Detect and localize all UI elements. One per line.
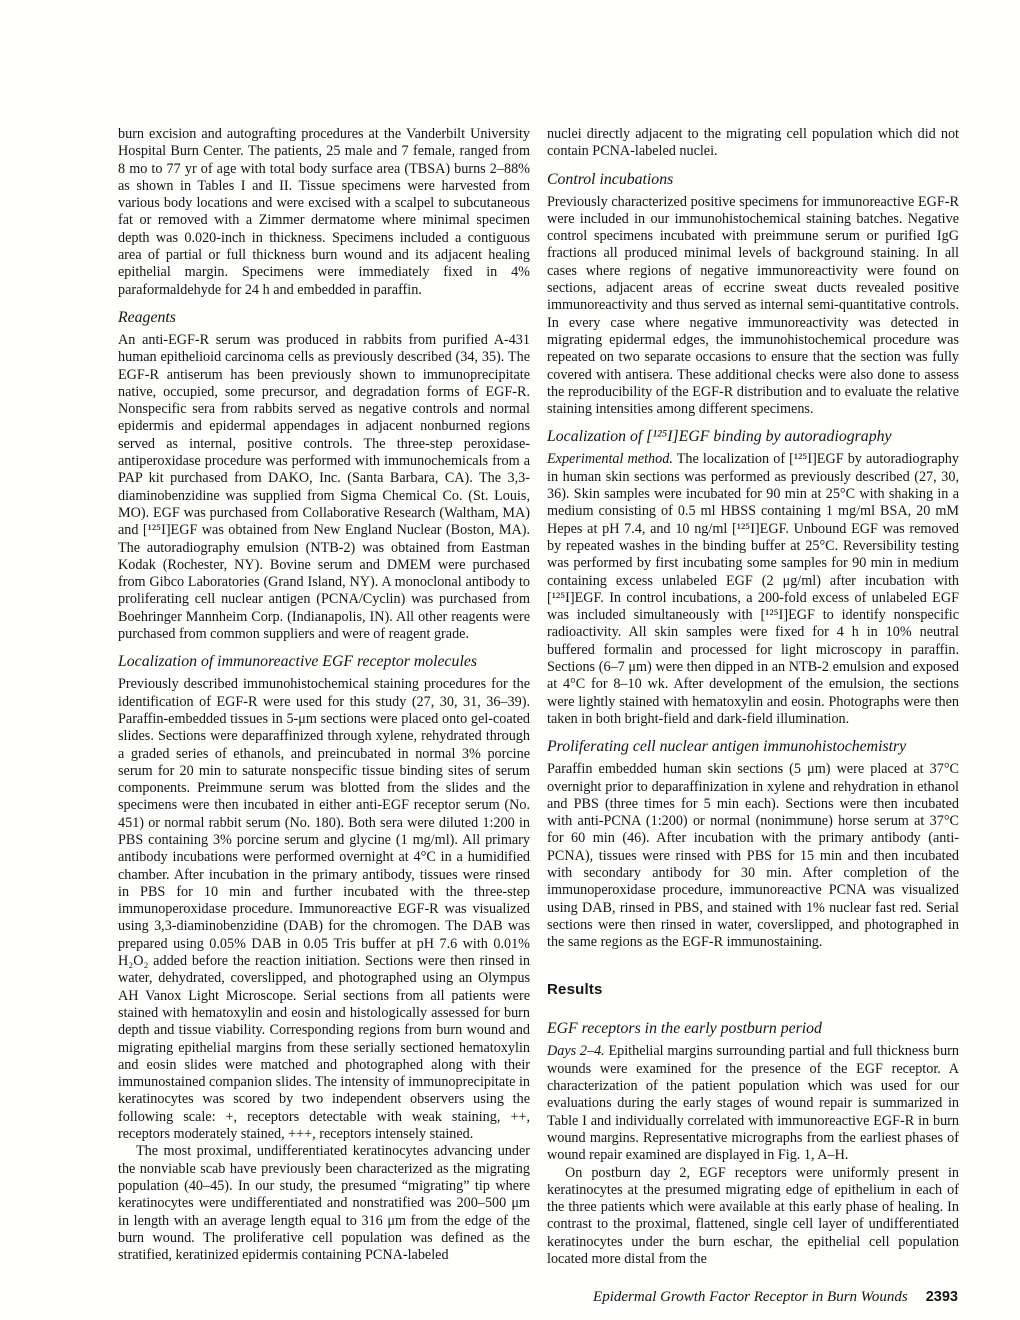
paragraph-egf-binding bbox=[547, 451, 959, 728]
section-heading-results: Results bbox=[547, 981, 603, 999]
paragraph-methods-continued: burn excision and autografting procedures at the Vanderbilt University Hospital Burn Center. The patients, 25 male and 7 female, ranged from 8 mo to 77 yr of age with total body surface area (TBSA) burns 2–88% as shown in Tables I and II. Tissue specimens were harvested from various body locations and were excised with a scalpel to subcutaneous fat or removed with a Zimmer dermatome where minimal specimen depth was 0.020-inch in thickness. Specimens included a contiguous area of partial or full thickness burn wound and its adjacent healing epithelial margin. Specimens were immediately fixed in 4% paraformaldehyde for 24 h and embedded in paraffin. bbox=[118, 126, 530, 298]
page-footer bbox=[118, 1288, 958, 1306]
paragraph-postburn-day-2: On postburn day 2, EGF receptors were uniformly present in keratinocytes at the presumed migrating edge of epithelium in each of the three patients which were available at this early phase of healing. In contrast to the proximal, flattened, single cell layer of undifferentiated keratinocytes under the burn eschar, the epithelial cell population located more distal from the bbox=[547, 1164, 959, 1268]
paragraph-days-2-4 bbox=[547, 1043, 959, 1164]
paragraph-control-incubations: Previously characterized positive specimens for immunoreactive EGF-R were included in our immunohistochemical staining batches. Negative control specimens incubated with preimmune serum or purified IgG fractions all produced minimal levels of background staining. In all cases where regions of negative immunoreactivity were found on sections, adjacent areas of eccrine sweat ducts revealed positive immunoreactivity and thus served as internal semi-quantitative controls. In every case where negative immunoreactivity was detected in migrating epidermal edges, the immunohistochemical procedure was repeated on two separate occasions to ensure that the section was fully covered with antisera. These additional checks were also done to assess the reproducibility of the EGF-R distribution and to evaluate the relative staining intensities among different specimens. bbox=[547, 193, 959, 418]
paragraph-egfr-localization: Previously described immunohistochemical staining procedures for the identification of EGF-R were used for this study (27, 30, 31, 36–39). Paraffin-embedded tissues in 5-μm sections were placed onto gel-coated slides. Sections were deparaffinized through xylene, rehydrated through a graded series of ethanols, and preincubated in normal 3% porcine serum for 20 min to saturate nonspecific tissue binding sites of serum components. Preimmune serum was blotted from the slides and the specimens were then incubated in either anti-EGF receptor serum (No. 451) or normal rabbit serum (No. 180). Both sera were diluted 1:200 in PBS containing 3% porcine serum and glycine (1 mg/ml). All primary antibody incubations were performed overnight at 4°C in a humidified chamber. After incubation in the primary antibody, tissues were rinsed in PBS for 10 min and further incubated with the three-step immunoperoxidase procedure. Immunoreactive EGF-R was visualized using 3,3-diaminobenzidine (DAB) for the chromogen. The DAB was prepared using 0.05% DAB in 0.05 Tris buffer at pH 7.6 with 0.01% H₂O₂ added before the reaction initiation. Sections were then rinsed in water, dehydrated, coverslipped, and photographed using an Olympus AH Vanox Light Microscope. Serial sections from all patients were stained with hematoxylin and eosin and histologically assessed for burn depth and tissue viability. Corresponding regions from burn wound and migrating epithelial margins from these serially sectioned hematoxylin and eosin slides were matched and photographed along with their immunostained companion slides. The intensity of immunoprecipitate in keratinocytes was scored by two independent observers using the following scale: +, receptors detectable with weak staining, ++, receptors moderately stained, +++, receptors intensely stained. bbox=[118, 676, 530, 1143]
paragraph-days-2-4-text: Epithelial margins surrounding partial and full thickness burn wounds were examined for the presence of the EGF receptor. A characterization of the patient population which was used for our evaluations during the early stages of wound repair is summarized in Table I and individually correlated with immunoreactive EGF-R in burn wound margins. Representative micrographs from the earliest phases of wound repair examined are displayed in Fig. 1, A–H. bbox=[547, 1043, 959, 1164]
paragraph-pcna-continued: nuclei directly adjacent to the migrating cell population which did not contain PCNA-labeled nuclei. bbox=[547, 126, 959, 160]
right-column bbox=[547, 126, 959, 1268]
section-heading-egfr-localization: Localization of immunoreactive EGF receptor molecules bbox=[118, 653, 478, 671]
paragraph-reagents: An anti-EGF-R serum was produced in rabbits from purified A-431 human epithelioid carcinoma cells as previously described (34, 35). The EGF-R antiserum has been previously shown to immunoprecipitate native, occupied, some precursor, and degradation forms of EGF-R. Nonspecific sera from rabbits served as negative controls and normal epidermis and epidermal appendages in adjacent nonburned regions served as internal, positive controls. The three-step peroxidase-antiperoxidase procedure was performed with immunochemicals from a PAP kit purchased from DAKO, Inc. (Santa Barbara, CA). The 3,3-diaminobenzidine was supplied from Sigma Chemical Co. (St. Louis, MO). EGF was purchased from Collaborative Research (Waltham, MA) and [¹²⁵I]EGF was obtained from New England Nuclear (Boston, MA). The autoradiography emulsion (NTB-2) was obtained from Eastman Kodak (Rochester, NY). Bovine serum and DMEM were purchased from Gibco Laboratories (Grand Island, NY). A monoclonal antibody to proliferating cell nuclear antigen (PCNA/Cyclin) was purchased from Boehringer Mannheim Corp. (Indianapolis, IN). All other reagents were purchased from common suppliers and were of reagent grade. bbox=[118, 331, 530, 643]
section-heading-egf-binding: Localization of [¹²⁵I]EGF binding by autoradiography bbox=[547, 428, 892, 446]
paragraph-pcna-immunohistochemistry: Paraffin embedded human skin sections (5 μm) were placed at 37°C overnight prior to deparaffinization in xylene and rehydration in ethanol and PBS (three times for 5 min each). Sections were then incubated with anti-PCNA (1:200) or normal (nonimmune) horse serum at 37°C for 60 min (46). After incubation with the primary antibody (anti-PCNA), tissues were rinsed with PBS for 15 min and then incubated with secondary antibody for 30 min. After completion of the immunoperoxidase procedure, immunoreactive PCNA was visualized using DAB, rinsed in PBS, and stained with 1% nuclear fast red. Serial sections were then rinsed in water, coverslipped, and photographed in the same regions as the EGF-R immunostaining. bbox=[547, 761, 959, 951]
page-number: 2393 bbox=[925, 1289, 958, 1305]
left-column bbox=[118, 126, 530, 1268]
section-heading-control-incubations: Control incubations bbox=[547, 170, 674, 188]
section-heading-reagents: Reagents bbox=[118, 308, 176, 326]
lead-days-2-4: Days 2–4. bbox=[547, 1043, 605, 1060]
paragraph-egf-binding-text: The localization of [¹²⁵I]EGF by autoradiography in human skin sections was performed as previously described (27, 30, 36). Skin samples were incubated for 90 min at 25°C with shaking in a medium consisting of 0.5 ml HBSS containing 1 mg/ml BSA, 20 mM Hepes at pH 7.4, and 10 ng/ml [¹²⁵I]EGF. Unbound EGF was removed by repeated washes in the binding buffer at 25°C. Reversibility testing was performed by first incubating some samples for 90 min in medium containing excess unlabeled EGF (2 μg/ml) after incubation with [¹²⁵I]EGF. In control incubations, a 200-fold excess of unlabeled EGF was included simultaneously with [¹²⁵I]EGF to identify nonspecific radioactivity. All skin samples were fixed for 4 h in 10% neutral buffered formalin and processed for light microscopy in paraffin. Sections (6–7 μm) were then dipped in an NTB-2 emulsion and exposed at 4°C for 8–10 wk. After development of the emulsion, the sections were lightly stained with hematoxylin and eosin. Photographs were then taken in both bright-field and dark-field illumination. bbox=[547, 451, 959, 727]
section-heading-pcna-immunohistochemistry: Proliferating cell nuclear antigen immunohistochemistry bbox=[547, 738, 907, 756]
paragraph-migrating-population: The most proximal, undifferentiated keratinocytes advancing under the nonviable scab have previously been characterized as the migrating population (40–45). In our study, the presumed “migrating” tip where keratinocytes were undifferentiated and nonstratified was 200–500 μm in length with an average length equal to 316 μm from the edge of the burn wound. The proliferative cell population was defined as the stratified, keratinized epidermis containing PCNA-labeled bbox=[118, 1143, 530, 1264]
lead-experimental-method: Experimental method. bbox=[547, 451, 673, 468]
two-column-text-area bbox=[118, 126, 959, 1268]
section-heading-egf-early-postburn: EGF receptors in the early postburn period bbox=[547, 1020, 822, 1038]
running-title: Epidermal Growth Factor Receptor in Burn Wounds bbox=[593, 1289, 908, 1305]
